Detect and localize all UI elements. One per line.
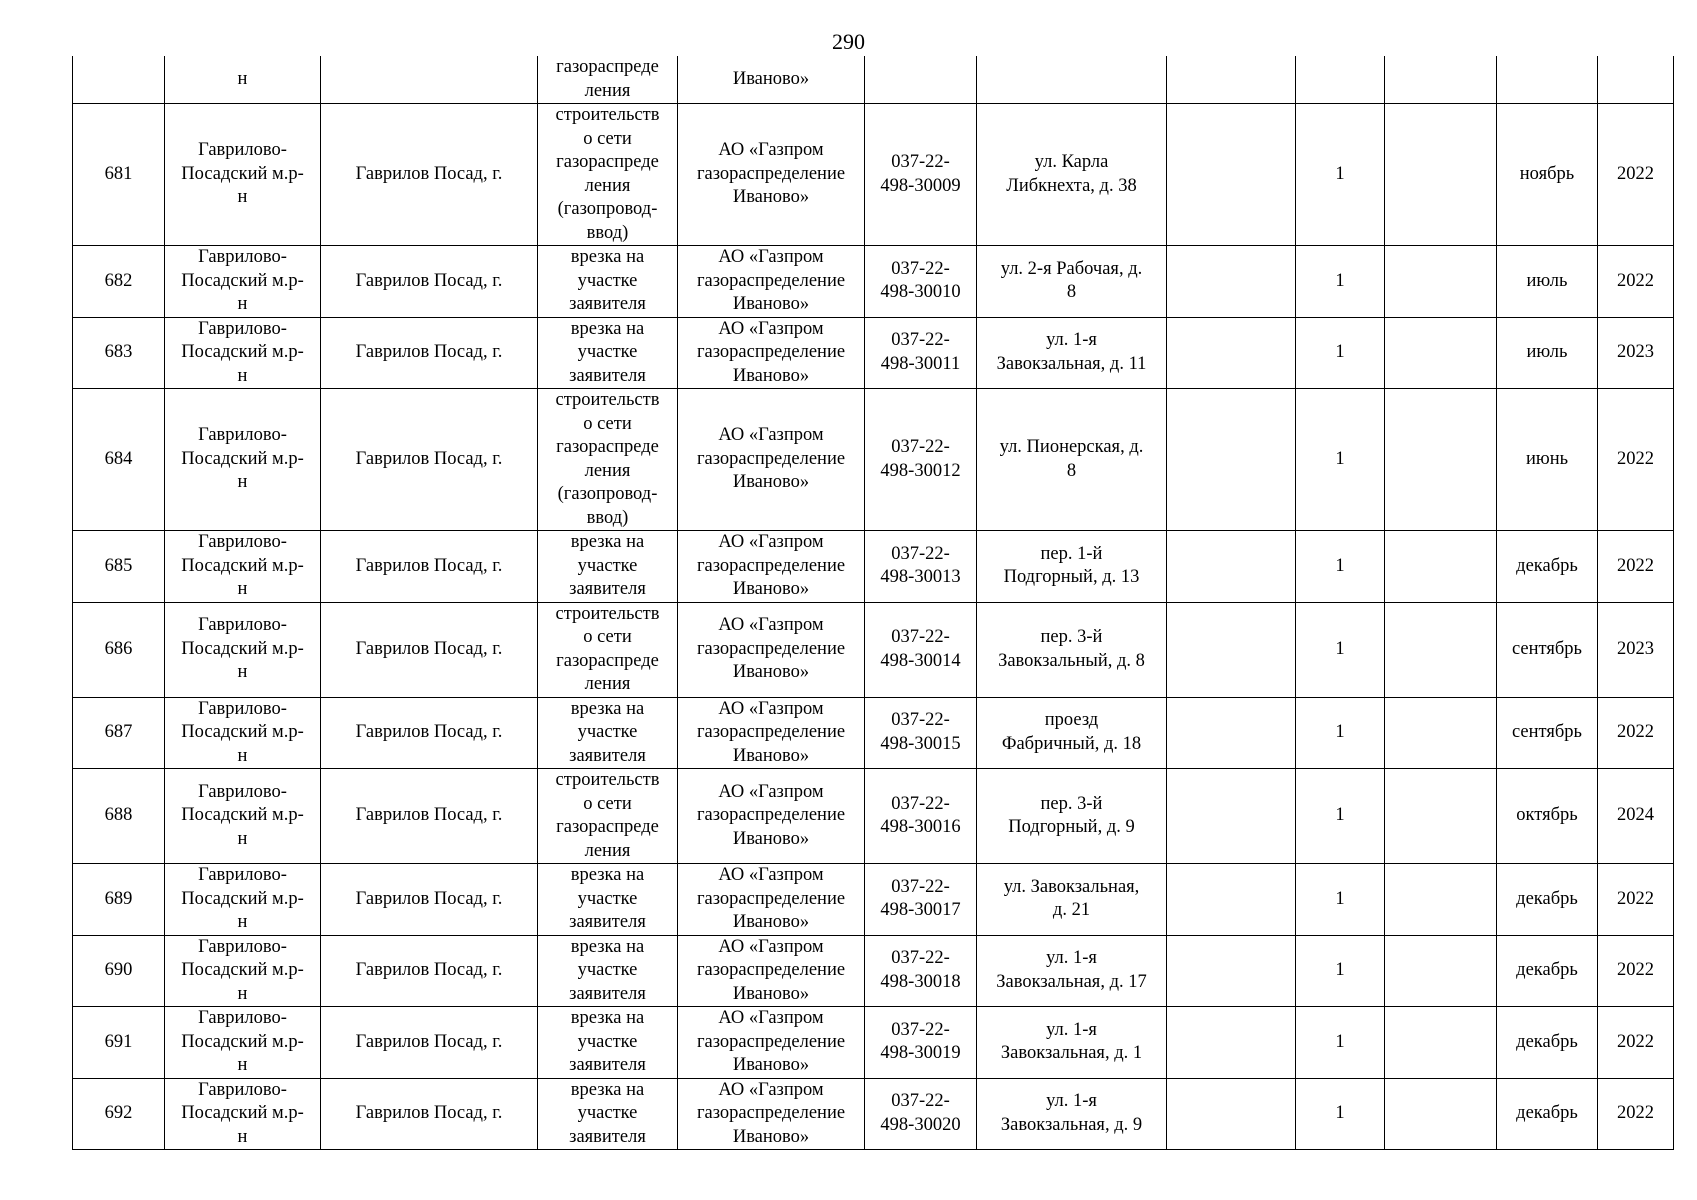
cell-count: 1 xyxy=(1296,864,1385,936)
cell-settlement: Гаврилов Посад, г. xyxy=(321,531,538,603)
cell-district: Гаврилово- Посадский м.р- н xyxy=(165,317,321,389)
cell-empty-col-2 xyxy=(1385,531,1497,603)
cell-organization: Иваново» xyxy=(678,56,865,104)
cell-application-number: 037-22- 498-30015 xyxy=(865,697,977,769)
cell-year: 2023 xyxy=(1598,602,1674,697)
cell-empty-col-2 xyxy=(1385,246,1497,318)
cell-row-number xyxy=(73,56,165,104)
cell-application-number: 037-22- 498-30014 xyxy=(865,602,977,697)
cell-work-type: врезка на участке заявителя xyxy=(538,246,678,318)
cell-organization: АО «Газпром газораспределение Иваново» xyxy=(678,864,865,936)
table-row xyxy=(73,1007,1674,1079)
cell-application-number: 037-22- 498-30018 xyxy=(865,935,977,1007)
cell-address: пер. 3-й Подгорный, д. 9 xyxy=(977,769,1167,864)
cell-row-number: 683 xyxy=(73,317,165,389)
table-row xyxy=(73,104,1674,246)
cell-empty-col xyxy=(1167,531,1296,603)
cell-work-type: врезка на участке заявителя xyxy=(538,1007,678,1079)
cell-application-number: 037-22- 498-30012 xyxy=(865,389,977,531)
cell-row-number: 688 xyxy=(73,769,165,864)
cell-organization: АО «Газпром газораспределение Иваново» xyxy=(678,602,865,697)
cell-work-type: строительств о сети газораспреде ления (газопровод- ввод) xyxy=(538,104,678,246)
cell-year: 2022 xyxy=(1598,864,1674,936)
table-row-partial xyxy=(73,56,1674,104)
table-row xyxy=(73,864,1674,936)
cell-count xyxy=(1296,56,1385,104)
cell-month: июнь xyxy=(1497,389,1598,531)
cell-empty-col xyxy=(1167,246,1296,318)
cell-empty-col-2 xyxy=(1385,1078,1497,1150)
cell-application-number xyxy=(865,56,977,104)
cell-empty-col-2 xyxy=(1385,1007,1497,1079)
cell-month: декабрь xyxy=(1497,864,1598,936)
cell-address: ул. Пионерская, д. 8 xyxy=(977,389,1167,531)
cell-row-number: 685 xyxy=(73,531,165,603)
cell-empty-col-2 xyxy=(1385,317,1497,389)
cell-count: 1 xyxy=(1296,769,1385,864)
cell-address: пер. 1-й Подгорный, д. 13 xyxy=(977,531,1167,603)
cell-work-type: газораспреде ления xyxy=(538,56,678,104)
cell-row-number: 691 xyxy=(73,1007,165,1079)
cell-organization: АО «Газпром газораспределение Иваново» xyxy=(678,769,865,864)
cell-month: сентябрь xyxy=(1497,602,1598,697)
cell-district: Гаврилово- Посадский м.р- н xyxy=(165,697,321,769)
cell-empty-col xyxy=(1167,935,1296,1007)
cell-month: октябрь xyxy=(1497,769,1598,864)
cell-empty-col xyxy=(1167,769,1296,864)
cell-settlement: Гаврилов Посад, г. xyxy=(321,104,538,246)
cell-count: 1 xyxy=(1296,389,1385,531)
cell-empty-col-2 xyxy=(1385,697,1497,769)
cell-row-number: 690 xyxy=(73,935,165,1007)
cell-work-type: врезка на участке заявителя xyxy=(538,531,678,603)
cell-month: декабрь xyxy=(1497,1078,1598,1150)
cell-address: ул. 1-я Завокзальная, д. 1 xyxy=(977,1007,1167,1079)
cell-organization: АО «Газпром газораспределение Иваново» xyxy=(678,246,865,318)
cell-work-type: врезка на участке заявителя xyxy=(538,1078,678,1150)
cell-year: 2022 xyxy=(1598,1078,1674,1150)
cell-organization: АО «Газпром газораспределение Иваново» xyxy=(678,697,865,769)
cell-settlement: Гаврилов Посад, г. xyxy=(321,1007,538,1079)
cell-address: ул. Завокзальная, д. 21 xyxy=(977,864,1167,936)
cell-count: 1 xyxy=(1296,317,1385,389)
cell-application-number: 037-22- 498-30017 xyxy=(865,864,977,936)
cell-count: 1 xyxy=(1296,104,1385,246)
cell-settlement: Гаврилов Посад, г. xyxy=(321,317,538,389)
table-row xyxy=(73,1078,1674,1150)
cell-empty-col-2 xyxy=(1385,864,1497,936)
cell-address: проезд Фабричный, д. 18 xyxy=(977,697,1167,769)
cell-organization: АО «Газпром газораспределение Иваново» xyxy=(678,1078,865,1150)
cell-count: 1 xyxy=(1296,602,1385,697)
cell-month: декабрь xyxy=(1497,935,1598,1007)
cell-empty-col xyxy=(1167,56,1296,104)
cell-empty-col-2 xyxy=(1385,602,1497,697)
cell-row-number: 684 xyxy=(73,389,165,531)
cell-address: ул. 1-я Завокзальная, д. 11 xyxy=(977,317,1167,389)
cell-empty-col xyxy=(1167,389,1296,531)
cell-empty-col-2 xyxy=(1385,935,1497,1007)
cell-settlement: Гаврилов Посад, г. xyxy=(321,697,538,769)
cell-application-number: 037-22- 498-30011 xyxy=(865,317,977,389)
cell-empty-col xyxy=(1167,317,1296,389)
cell-row-number: 681 xyxy=(73,104,165,246)
table-row xyxy=(73,602,1674,697)
table-row xyxy=(73,697,1674,769)
cell-empty-col-2 xyxy=(1385,104,1497,246)
cell-empty-col xyxy=(1167,602,1296,697)
cell-district: Гаврилово- Посадский м.р- н xyxy=(165,389,321,531)
cell-district: Гаврилово- Посадский м.р- н xyxy=(165,769,321,864)
cell-district: Гаврилово- Посадский м.р- н xyxy=(165,531,321,603)
registry-table xyxy=(72,56,1674,1150)
cell-empty-col xyxy=(1167,697,1296,769)
cell-application-number: 037-22- 498-30016 xyxy=(865,769,977,864)
cell-district: Гаврилово- Посадский м.р- н xyxy=(165,1007,321,1079)
cell-empty-col xyxy=(1167,104,1296,246)
cell-organization: АО «Газпром газораспределение Иваново» xyxy=(678,531,865,603)
cell-address: ул. 2-я Рабочая, д. 8 xyxy=(977,246,1167,318)
table-row xyxy=(73,769,1674,864)
cell-count: 1 xyxy=(1296,697,1385,769)
cell-address: пер. 3-й Завокзальный, д. 8 xyxy=(977,602,1167,697)
cell-application-number: 037-22- 498-30019 xyxy=(865,1007,977,1079)
cell-empty-col xyxy=(1167,1007,1296,1079)
cell-year: 2023 xyxy=(1598,317,1674,389)
cell-empty-col xyxy=(1167,864,1296,936)
cell-application-number: 037-22- 498-30009 xyxy=(865,104,977,246)
cell-month: июль xyxy=(1497,246,1598,318)
page-number: 290 xyxy=(832,29,865,54)
cell-application-number: 037-22- 498-30010 xyxy=(865,246,977,318)
cell-settlement: Гаврилов Посад, г. xyxy=(321,246,538,318)
cell-row-number: 692 xyxy=(73,1078,165,1150)
cell-organization: АО «Газпром газораспределение Иваново» xyxy=(678,935,865,1007)
cell-organization: АО «Газпром газораспределение Иваново» xyxy=(678,389,865,531)
cell-work-type: строительств о сети газораспреде ления xyxy=(538,602,678,697)
cell-settlement: Гаврилов Посад, г. xyxy=(321,602,538,697)
cell-settlement: Гаврилов Посад, г. xyxy=(321,769,538,864)
cell-address: ул. Карла Либкнехта, д. 38 xyxy=(977,104,1167,246)
cell-district: Гаврилово- Посадский м.р- н xyxy=(165,864,321,936)
cell-organization: АО «Газпром газораспределение Иваново» xyxy=(678,317,865,389)
cell-district: н xyxy=(165,56,321,104)
cell-year: 2022 xyxy=(1598,935,1674,1007)
cell-empty-col xyxy=(1167,1078,1296,1150)
cell-row-number: 686 xyxy=(73,602,165,697)
cell-year: 2022 xyxy=(1598,531,1674,603)
cell-work-type: врезка на участке заявителя xyxy=(538,317,678,389)
cell-address: ул. 1-я Завокзальная, д. 9 xyxy=(977,1078,1167,1150)
cell-work-type: врезка на участке заявителя xyxy=(538,864,678,936)
cell-district: Гаврилово- Посадский м.р- н xyxy=(165,104,321,246)
cell-month: ноябрь xyxy=(1497,104,1598,246)
cell-row-number: 689 xyxy=(73,864,165,936)
cell-district: Гаврилово- Посадский м.р- н xyxy=(165,246,321,318)
cell-year xyxy=(1598,56,1674,104)
cell-district: Гаврилово- Посадский м.р- н xyxy=(165,602,321,697)
cell-year: 2022 xyxy=(1598,389,1674,531)
cell-count: 1 xyxy=(1296,935,1385,1007)
cell-application-number: 037-22- 498-30013 xyxy=(865,531,977,603)
cell-empty-col-2 xyxy=(1385,769,1497,864)
cell-year: 2022 xyxy=(1598,246,1674,318)
table-row xyxy=(73,317,1674,389)
cell-settlement: Гаврилов Посад, г. xyxy=(321,389,538,531)
cell-organization: АО «Газпром газораспределение Иваново» xyxy=(678,1007,865,1079)
cell-work-type: строительств о сети газораспреде ления xyxy=(538,769,678,864)
cell-row-number: 682 xyxy=(73,246,165,318)
cell-month: сентябрь xyxy=(1497,697,1598,769)
table-row xyxy=(73,389,1674,531)
table-row xyxy=(73,531,1674,603)
cell-year: 2022 xyxy=(1598,697,1674,769)
cell-month: декабрь xyxy=(1497,1007,1598,1079)
cell-count: 1 xyxy=(1296,1078,1385,1150)
cell-settlement xyxy=(321,56,538,104)
cell-year: 2022 xyxy=(1598,1007,1674,1079)
cell-row-number: 687 xyxy=(73,697,165,769)
cell-year: 2022 xyxy=(1598,104,1674,246)
cell-settlement: Гаврилов Посад, г. xyxy=(321,864,538,936)
registry-table-body xyxy=(73,56,1674,1150)
cell-work-type: врезка на участке заявителя xyxy=(538,697,678,769)
cell-month: декабрь xyxy=(1497,531,1598,603)
cell-address xyxy=(977,56,1167,104)
cell-district: Гаврилово- Посадский м.р- н xyxy=(165,1078,321,1150)
cell-work-type: врезка на участке заявителя xyxy=(538,935,678,1007)
cell-year: 2024 xyxy=(1598,769,1674,864)
cell-month xyxy=(1497,56,1598,104)
cell-settlement: Гаврилов Посад, г. xyxy=(321,935,538,1007)
cell-address: ул. 1-я Завокзальная, д. 17 xyxy=(977,935,1167,1007)
cell-empty-col-2 xyxy=(1385,56,1497,104)
cell-month: июль xyxy=(1497,317,1598,389)
cell-count: 1 xyxy=(1296,1007,1385,1079)
cell-empty-col-2 xyxy=(1385,389,1497,531)
cell-district: Гаврилово- Посадский м.р- н xyxy=(165,935,321,1007)
cell-count: 1 xyxy=(1296,246,1385,318)
table-row xyxy=(73,246,1674,318)
cell-application-number: 037-22- 498-30020 xyxy=(865,1078,977,1150)
cell-organization: АО «Газпром газораспределение Иваново» xyxy=(678,104,865,246)
cell-work-type: строительств о сети газораспреде ления (газопровод- ввод) xyxy=(538,389,678,531)
cell-settlement: Гаврилов Посад, г. xyxy=(321,1078,538,1150)
cell-count: 1 xyxy=(1296,531,1385,603)
table-row xyxy=(73,935,1674,1007)
